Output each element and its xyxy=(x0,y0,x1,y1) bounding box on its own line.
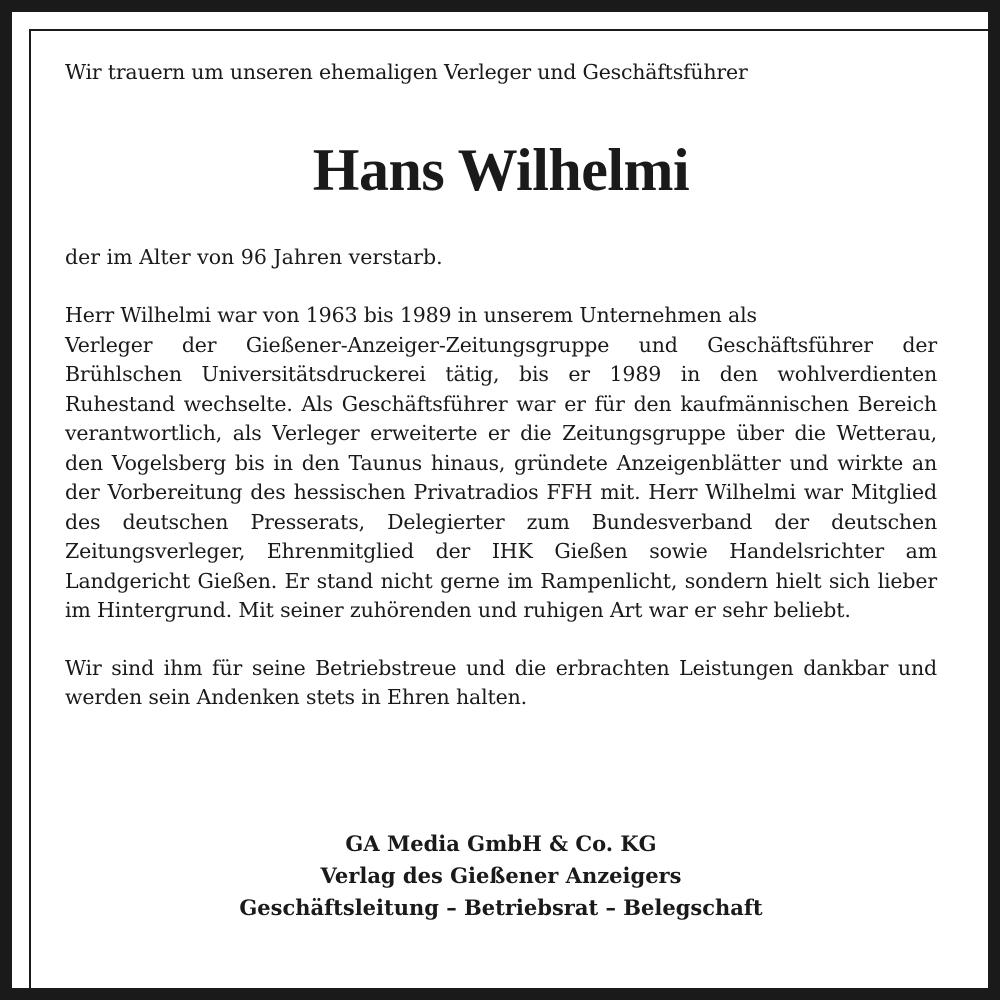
biography-paragraph: Verleger der Gießener-Anzeiger-Zeitungsgruppe und Geschäftsführer der Brühlschen Universitätsdruckerei tätig, bis er 1989 in den wohlverdienten Ruhestand wechselte. Als Geschäftsführer war er für den kaufmännischen Bereich verantwortlich, als Verleger erweiterte er die Zeitungsgruppe über die Wetterau, den Vogelsberg bis in den Taunus hinaus, gründete Anzeigenblätter und wirkte an der Vorbereitung des hessischen Privatradios FFH mit. Herr Wilhelmi war Mitglied des deutschen Presserats, Delegierter zum Bundesverband der deutschen Zeitungsverleger, Ehrenmitglied der IHK Gießen sowie Handelsrichter am Landgericht Gießen. Er stand nicht gerne im Rampenlicht, sondern hielt sich lieber im Hintergrund. Mit seiner zuhörenden und ruhigen Art war er sehr beliebt. xyxy=(65,332,937,622)
signature-block xyxy=(65,828,937,924)
deceased-name: Hans Wilhelmi xyxy=(312,136,690,203)
biography-first-line: Herr Wilhelmi war von 1963 bis 1989 in unserem Unternehmen als xyxy=(65,303,757,327)
intro-line: Wir trauern um unseren ehemaligen Verleger und Geschäftsführer xyxy=(65,60,748,84)
gratitude-paragraph: Wir sind ihm für seine Betriebstreue und die erbrachten Leistungen dankbar und werden sein Andenken stets in Ehren halten. xyxy=(65,655,937,709)
company-name: GA Media GmbH & Co. KG xyxy=(345,831,657,856)
age-line: der im Alter von 96 Jahren verstarb. xyxy=(65,244,443,269)
publisher-name: Verlag des Gießener Anzeigers xyxy=(320,863,682,888)
obituary-body xyxy=(65,58,937,713)
signatory-groups: Geschäftsleitung – Betriebsrat – Belegschaft xyxy=(239,895,763,920)
